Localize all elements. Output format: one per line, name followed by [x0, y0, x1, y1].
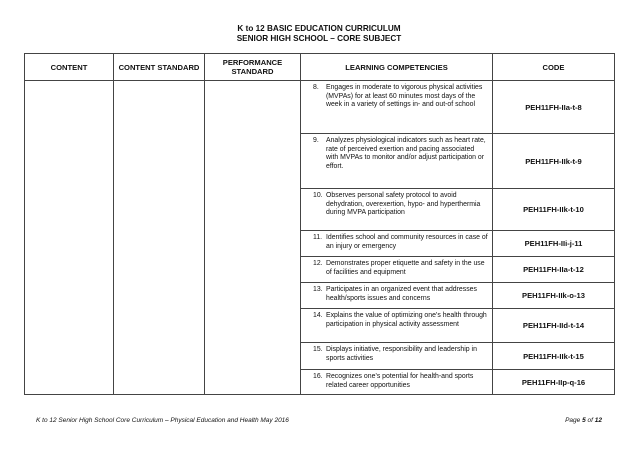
col-header-content-standard: CONTENT STANDARD — [114, 54, 205, 81]
competency-cell — [301, 81, 493, 134]
document-footer — [36, 417, 602, 424]
competency-cell — [301, 343, 493, 370]
header-subtitle: SENIOR HIGH SCHOOL – CORE SUBJECT — [236, 34, 402, 43]
code-cell: PEH11FH-IIk-t-15 — [493, 343, 615, 370]
code-cell: PEH11FH-IIk-o-13 — [493, 283, 615, 309]
competency-text: Explains the value of optimizing one’s health through participation in physical activity assessment — [326, 312, 487, 328]
table-header-row — [25, 54, 615, 81]
page-of: of — [587, 417, 593, 424]
competency-text: Analyzes physiological indicators such as heart rate, rate of perceived exertion and pacing associated with MVPAs to monitor and/or adjust participation or effort. — [326, 137, 486, 170]
competency-text: Recognizes one’s potential for health-and sports related career opportunities — [326, 373, 474, 389]
col-header-performance-standard: PERFORMANCE STANDARD — [205, 54, 301, 81]
code-cell: PEH11FH-IId-t-14 — [493, 309, 615, 343]
competency-cell — [301, 309, 493, 343]
footer-title: K to 12 Senior High School Core Curriculum – Physical Education and Health May 2016 — [36, 417, 289, 424]
competency-text: Displays initiative, responsibility and leadership in sports activities — [326, 346, 477, 362]
col-header-learning-competencies: LEARNING COMPETENCIES — [301, 54, 493, 81]
competency-number: 15. — [313, 346, 323, 353]
competency-number: 12. — [313, 260, 323, 267]
competency-text: Engages in moderate to vigorous physical activities (MVPAs) for at least 60 minutes most days of the week in a variety of settings in- and out-of school — [326, 84, 483, 109]
table-row — [25, 81, 615, 134]
curriculum-table — [24, 53, 615, 395]
code-cell: PEH11FH-IIi-j-11 — [493, 231, 615, 257]
header-title: K to 12 BASIC EDUCATION CURRICULUM — [237, 24, 401, 33]
competency-cell — [301, 283, 493, 309]
code-cell: PEH11FH-IIp-q-16 — [493, 370, 615, 395]
competency-number: 16. — [313, 373, 323, 380]
competency-text: Demonstrates proper etiquette and safety in the use of facilities and equipment — [326, 260, 485, 276]
competency-text: Identifies school and community resources in case of an injury or emergency — [326, 234, 488, 250]
competency-cell — [301, 189, 493, 231]
page-indicator — [565, 417, 602, 424]
competency-cell — [301, 134, 493, 189]
competency-number: 8. — [313, 84, 319, 91]
code-cell: PEH11FH-IIa-t-12 — [493, 257, 615, 283]
document-header — [0, 24, 638, 44]
content-cell — [25, 81, 114, 395]
code-cell: PEH11FH-IIk-t-9 — [493, 134, 615, 189]
content-standard-cell — [114, 81, 205, 395]
competency-text: Participates in an organized event that addresses health/sports issues and concerns — [326, 286, 477, 302]
competency-number: 14. — [313, 312, 323, 319]
competency-number: 11. — [313, 234, 323, 241]
code-cell: PEH11FH-IIa-t-8 — [493, 81, 615, 134]
col-header-content: CONTENT — [25, 54, 114, 81]
competency-cell — [301, 231, 493, 257]
col-header-code: CODE — [493, 54, 615, 81]
competency-number: 13. — [313, 286, 323, 293]
page-number: 5 — [582, 417, 586, 424]
competency-text: Observes personal safety protocol to avoid dehydration, overexertion, hypo- and hyperthermia during MVPA participation — [326, 192, 481, 217]
competency-number: 9. — [313, 137, 319, 144]
competency-cell — [301, 257, 493, 283]
code-cell: PEH11FH-IIk-t-10 — [493, 189, 615, 231]
page-total: 12 — [594, 417, 602, 424]
competency-number: 10. — [313, 192, 323, 199]
competency-cell — [301, 370, 493, 395]
page-prefix: Page — [565, 417, 581, 424]
performance-standard-cell — [205, 81, 301, 395]
